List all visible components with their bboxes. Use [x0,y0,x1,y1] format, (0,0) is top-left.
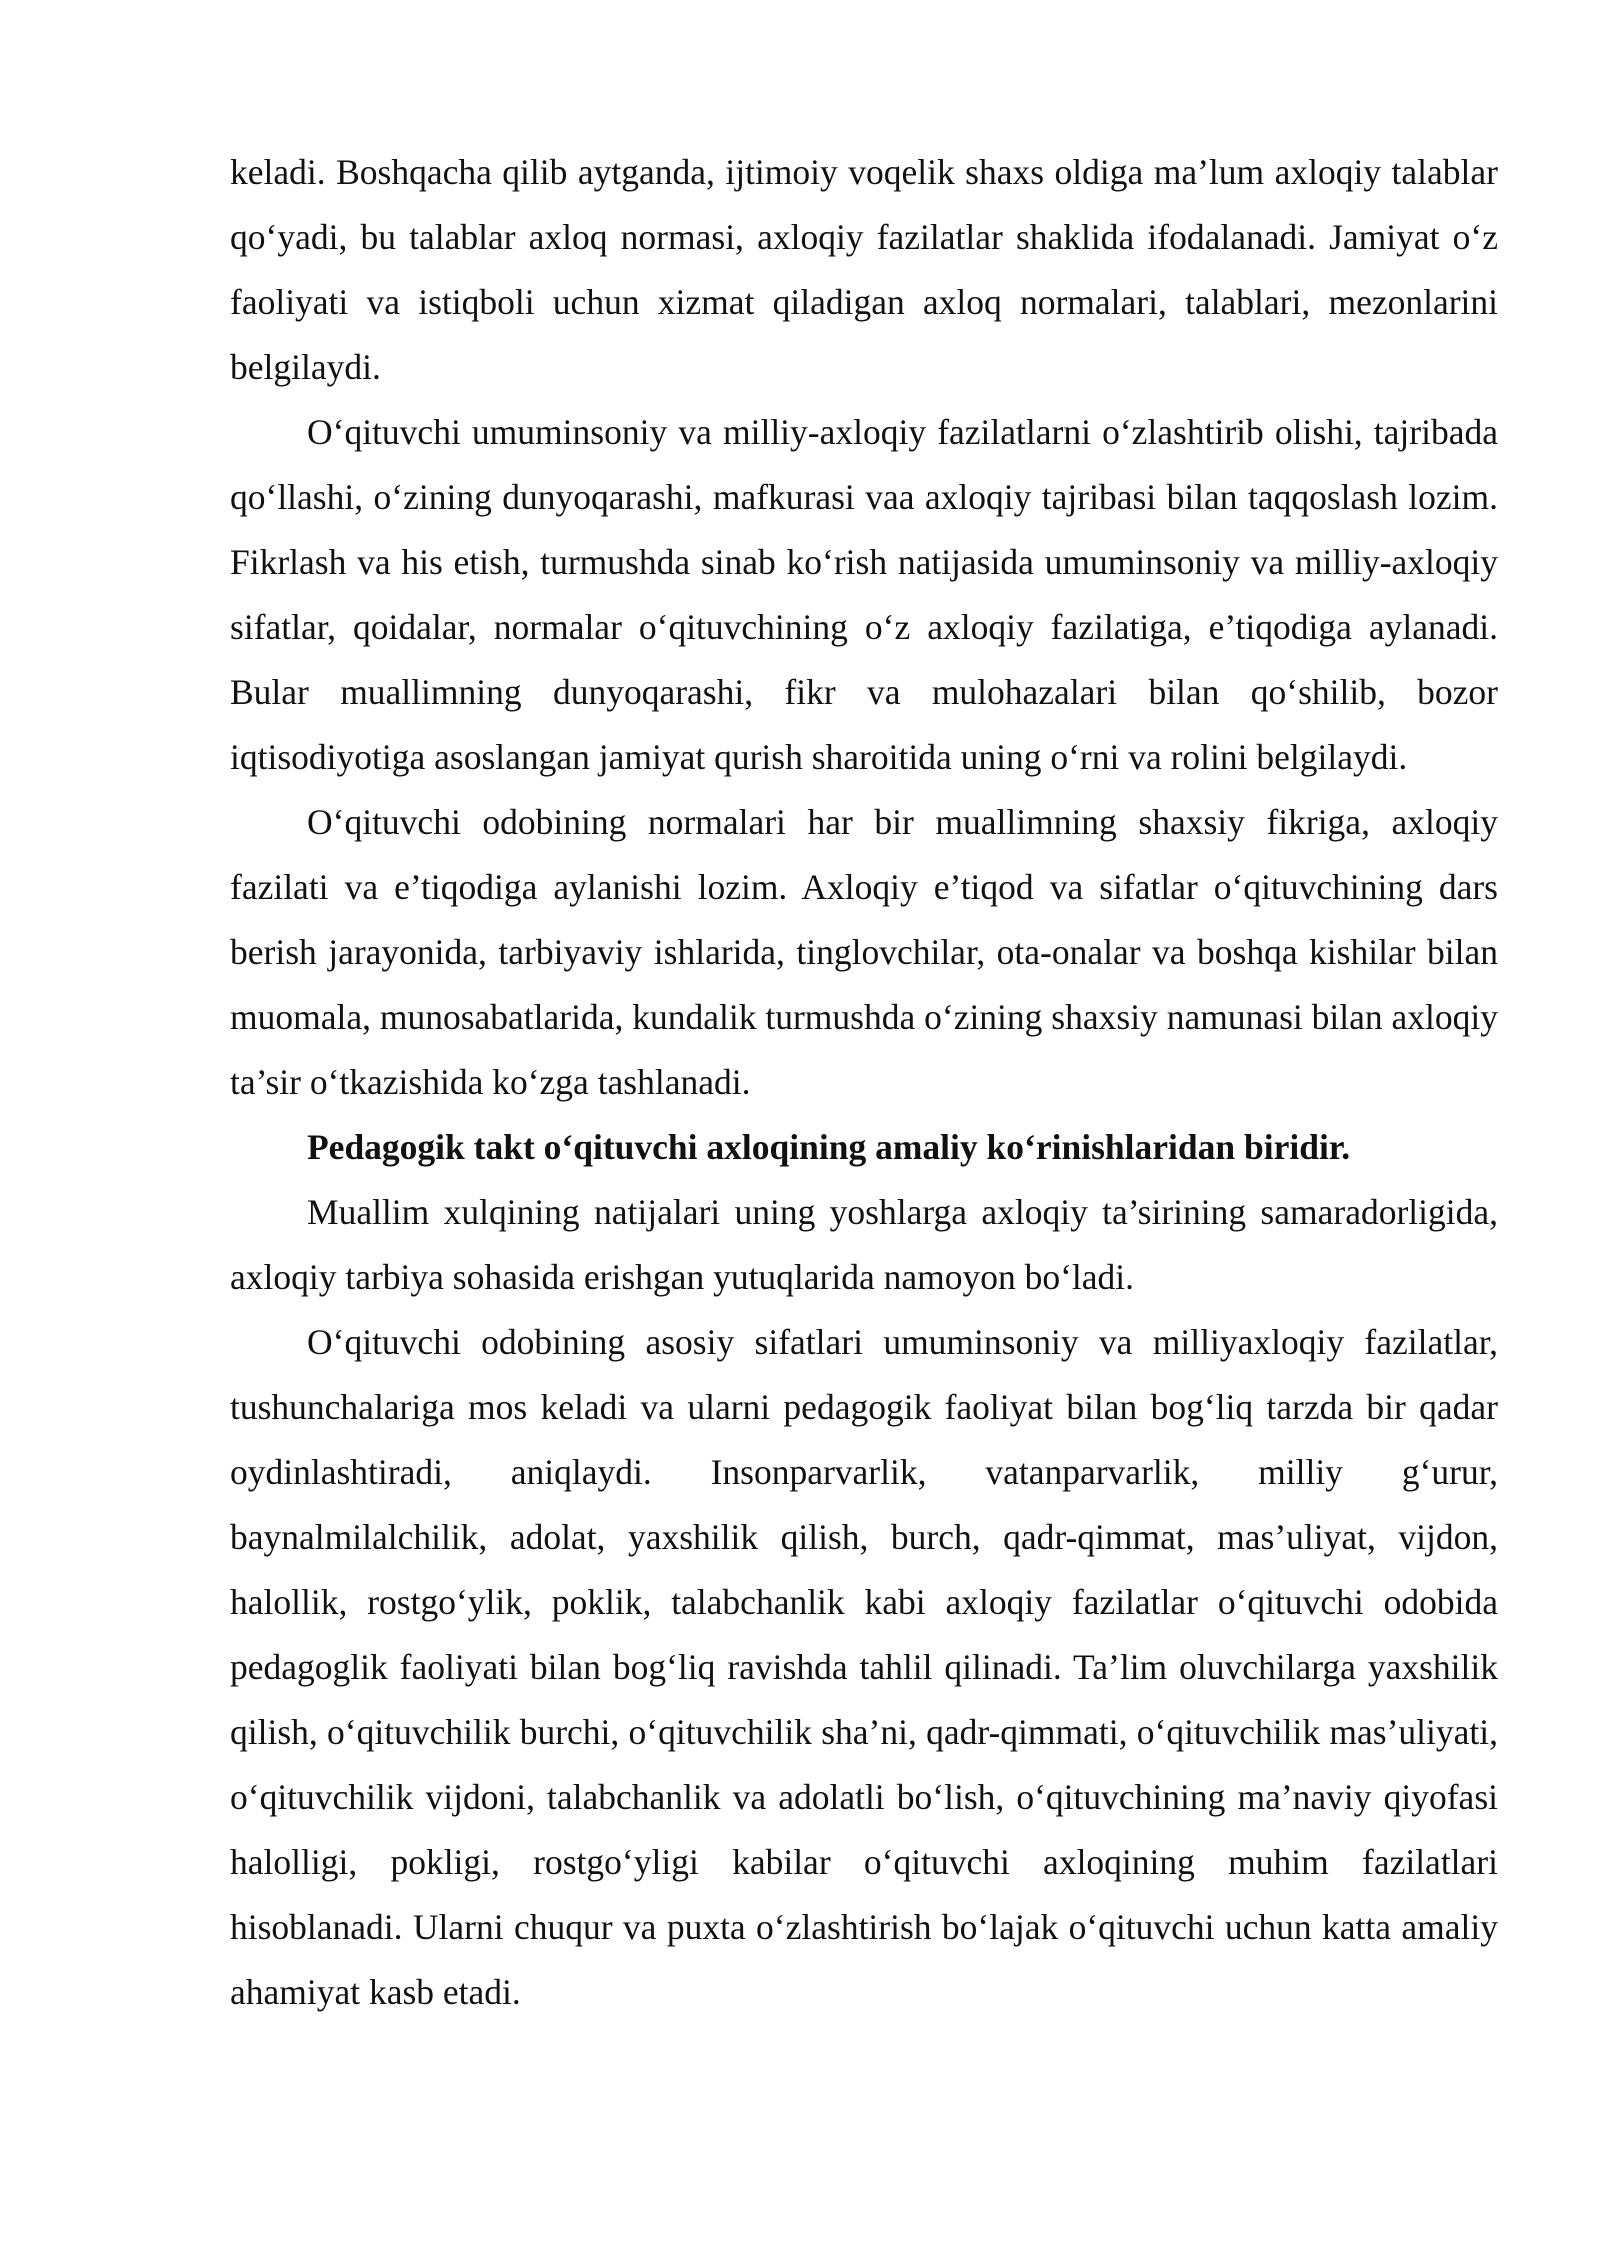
document-page [230,140,1498,2025]
paragraph-continuation: keladi. Boshqacha qilib aytganda, ijtimoiy voqelik shaxs oldiga ma’lum axloqiy talablar qo‘yadi, bu talablar axloq normasi, axloqiy fazilatlar shaklida ifodalanadi. Jamiyat o‘z faoliyati va istiqboli uchun xizmat qiladigan axloq normalari, talablari, mezonlarini belgilaydi. [230,152,1498,387]
paragraph-main-qualities: O‘qituvchi odobining asosiy sifatlari umuminsoniy va milliyaxloqiy fazilatlar, tushunchalariga mos keladi va ularni pedagogik faoliyat bilan bog‘liq tarzda bir qadar oydinlashtiradi, aniqlaydi. Insonparvarlik, vatanparvarlik, milliy g‘urur, baynalmilalchilik, adolat, yaxshilik qilish, burch, qadr-qimmat, mas’uliyat, vijdon, halollik, rostgo‘ylik, poklik, talabchanlik kabi axloqiy fazilatlar o‘qituvchi odobida pedagoglik faoliyati bilan bog‘liq ravishda tahlil qilinadi. Ta’lim oluvchilarga yaxshilik qilish, o‘qituvchilik burchi, o‘qituvchilik sha’ni, qadr-qimmati, o‘qituvchilik mas’uliyati, o‘qituvchilik vijdoni, talabchanlik va adolatli bo‘lish, o‘qituvchining ma’naviy qiyofasi halolligi, pokligi, rostgo‘yligi kabilar o‘qituvchi axloqining muhim fazilatlari hisoblanadi. Ularni chuqur va puxta o‘zlashtirish bo‘lajak o‘qituvchi uchun katta amaliy ahamiyat kasb etadi. [230,1322,1498,2012]
paragraph-moral-qualities: O‘qituvchi umuminsoniy va milliy-axloqiy fazilatlarni o‘zlashtirib olishi, tajribada qo‘llashi, o‘zining dunyoqarashi, mafkurasi vaa axloqiy tajribasi bilan taqqoslash lozim. Fikrlash va his etish, turmushda sinab ko‘rish natijasida umuminsoniy va milliy-axloqiy sifatlar, qoidalar, normalar o‘qituvchining o‘z axloqiy fazilatiga, e’tiqodiga aylanadi. Bular muallimning dunyoqarashi, fikr va mulohazalari bilan qo‘shilib, bozor iqtisodiyotiga asoslangan jamiyat qurish sharoitida uning o‘rni va rolini belgilaydi. [230,412,1498,777]
paragraph-teacher-behavior: Muallim xulqining natijalari uning yoshlarga axloqiy ta’sirining samaradorligida, axloqiy tarbiya sohasida erishgan yutuqlarida namoyon bo‘ladi. [230,1192,1498,1297]
paragraph-pedagogical-tact-heading: Pedagogik takt o‘qituvchi axloqining amaliy ko‘rinishlaridan biridir. [307,1127,1351,1167]
paragraph-teacher-ethics-norms: O‘qituvchi odobining normalari har bir muallimning shaxsiy fikriga, axloqiy fazilati va e’tiqodiga aylanishi lozim. Axloqiy e’tiqod va sifatlar o‘qituvchining dars berish jarayonida, tarbiyaviy ishlarida, tinglovchilar, ota-onalar va boshqa kishilar bilan muomala, munosabatlarida, kundalik turmushda o‘zining shaxsiy namunasi bilan axloqiy ta’sir o‘tkazishida ko‘zga tashlanadi. [230,802,1498,1102]
